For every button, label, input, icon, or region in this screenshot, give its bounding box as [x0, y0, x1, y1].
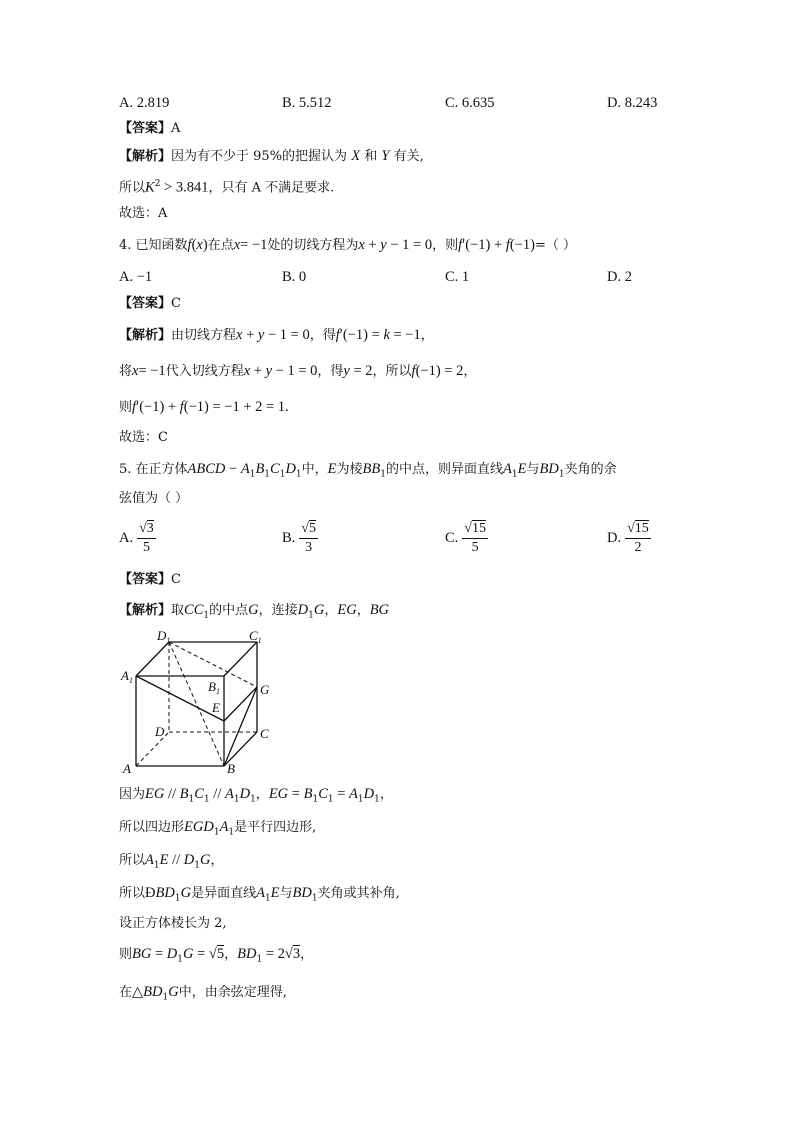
q5-option-c: C. $\frac{√15}{5}$ [445, 521, 486, 555]
q5-stem-line-1: 5. 在正方体ABCD − $A_1B_1C_1D_1$中，E为棱$BB_1$的中点，则异面直线$A_1E$与$BD_1$夹角的余 [119, 461, 617, 480]
segment-eg [224, 687, 257, 721]
q3-option-b: B. 5.512 [282, 95, 332, 111]
label-b: B [227, 761, 235, 776]
label-c: C [260, 726, 269, 741]
q4-analysis-line-1: 【解析】由切线方程x + y − 1 = 0，得f′(−1) = k = −1， [119, 327, 434, 343]
q4-answer-line: 【答案】C [119, 296, 181, 311]
q3-option-d: D. 8.243 [607, 95, 658, 111]
answer-value: A [171, 121, 181, 136]
q4-option-a: A. −1 [119, 269, 153, 285]
edge-b1c1 [224, 642, 257, 676]
label-b1: $B_1$ [208, 679, 220, 696]
label-g: G [260, 682, 270, 697]
q3-option-c: C. 6.635 [445, 95, 495, 111]
label-a: A [123, 761, 131, 776]
label-c1: $C_1$ [249, 628, 262, 645]
analysis-tag: 【解析】 [119, 149, 172, 164]
q5-proof-line-4: 所以$ÐBD_1G$是异面直线$A_1E$与$BD_1$夹角或其补角, [119, 885, 400, 904]
q4-analysis-line-2: 将x= −1代入切线方程x + y − 1 = 0，得y = 2，所以f(−1) = 2， [119, 363, 477, 379]
q5-proof-line-2: 所以四边形$EGD_1A_1$是平行四边形, [119, 819, 317, 838]
label-a1: $A_1$ [121, 668, 133, 685]
q4-conclusion: 故选：C [119, 430, 168, 445]
cube-figure [119, 628, 279, 780]
q3-analysis-line-2: 所以$K^2 > 3.841$，只有 A 不满足要求. [119, 179, 335, 196]
q4-analysis-line-3: 则f′(−1) + f(−1) = −1 + 2 = 1. [119, 399, 289, 415]
q4-stem: 4. 已知函数f(x)在点x= −1处的切线方程为x + y − 1 = 0，则f′(−1) + f(−1)=（ ） [119, 237, 576, 253]
answer-tag: 【答案】 [119, 121, 172, 136]
cube-diagram [119, 628, 279, 776]
q5-proof-line-5: 设正方体棱长为 2, [119, 916, 227, 931]
q4-option-c: C. 1 [445, 269, 470, 285]
q3-option-a: A. 2.819 [119, 95, 170, 111]
q3-answer-line [119, 119, 180, 139]
segment-bg [224, 687, 257, 766]
q3-conclusion: 故选：A [119, 206, 168, 221]
q5-option-d: D. $\frac{√15}{2}$ [607, 521, 649, 555]
q4-option-d: D. 2 [607, 269, 632, 285]
q5-answer-line: 【答案】C [119, 572, 181, 587]
q5-proof-line-6: 则BG = $D_1G = √5$，$BD_1 = 2√3$， [119, 946, 314, 965]
label-d: D [155, 724, 165, 739]
q5-proof-line-1: 因为EG // $B_1C_1 // A_1D_1$，EG = $B_1C_1 = A_1D_1$， [119, 786, 393, 805]
q4-option-b: B. 0 [282, 269, 307, 285]
q3-analysis-line-1: 【解析】因为有不少于 95%的把握认为 X 和 Y 有关, [119, 148, 424, 164]
q5-stem-line-2: 弦值为（ ） [119, 491, 189, 506]
label-d1: $D_1$ [157, 628, 171, 645]
label-e: E [212, 700, 220, 715]
edge-a1d1 [136, 642, 169, 676]
q5-proof-line-7: 在$\triangle BD_1G$中，由余弦定理得, [119, 984, 287, 1003]
q5-option-b: B. $\frac{√5}{3}$ [282, 521, 316, 555]
q5-analysis-line-1: 【解析】取$CC_1$的中点G，连接$D_1G$，EG，BG [119, 602, 390, 621]
q5-proof-line-3: 所以$A_1E // D_1G$， [119, 852, 224, 871]
q5-option-a: A. $\frac{√3}{5}$ [119, 521, 154, 555]
